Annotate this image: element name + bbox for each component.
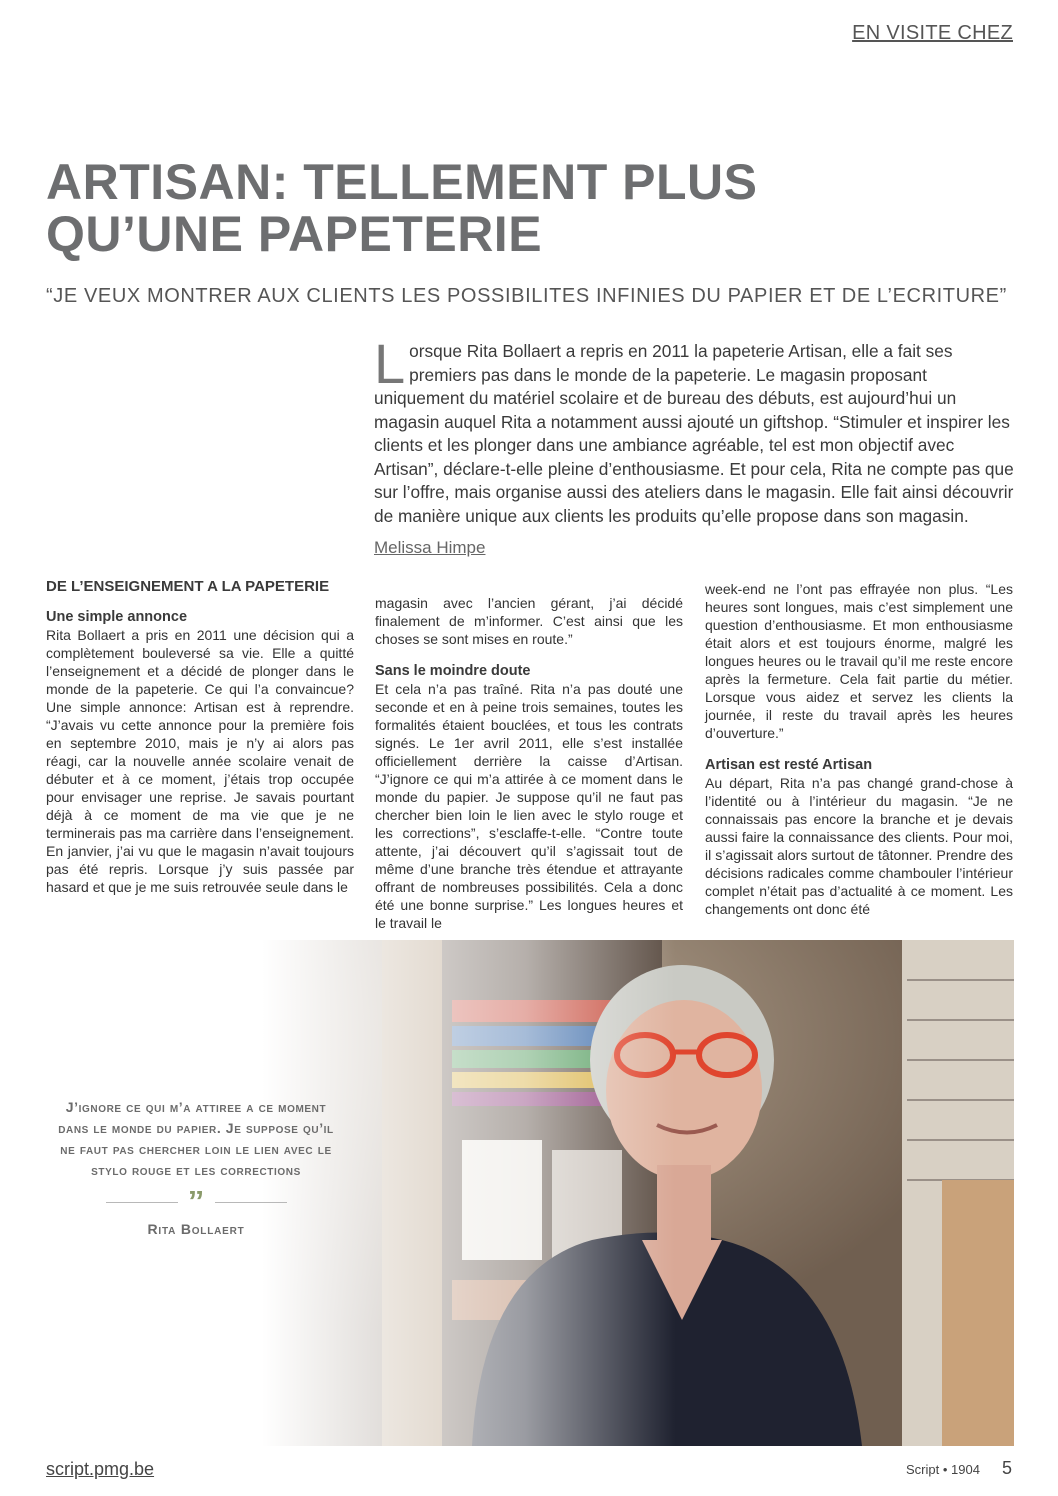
pull-quote-author: Rita Bollaert (147, 1221, 245, 1237)
divider-line (215, 1202, 287, 1203)
body-paragraph: Et cela n’a pas traîné. Rita n’a pas douté une seconde et en à peine trois semaines, toutes les formalités étaient bouclées, et tous les contrats signés. Le 1er avril 2011, elle s’est installée officiellement derrière la caisse d’Artisan. “J’ignore ce qui m’a attirée à ce moment dans le monde du papier. Je suppose qu’il ne faut pas chercher bien loin le lien avec le stylo rouge et les corrections”, s’esclaffe-t-elle. “Contre toute attente, j’ai découvert qu’il s’agissait tout de même d’une branche très étendue et attrayante offrant de nombreuses possibilités. Cela a donc été une bonne surprise.” Les longues heures et le travail le (375, 681, 683, 931)
footer-issue: Script • 1904 (906, 1462, 980, 1477)
pull-quote (55, 1097, 337, 1237)
article-intro (374, 332, 1014, 528)
intro-text: orsque Rita Bollaert a repris en 2011 la papeterie Artisan, elle a fait ses premiers pas dans le monde de la papeterie. Le magasin proposant uniquement du matériel scolaire et de bureau des débuts, est aujourd’hui un magasin auquel Rita a notamment aussi ajouté un giftshop. “Stimuler et inspirer les clients et les plonger dans une ambiance agréable, tel est mon objectif avec Artisan”, déclare-t-elle pleine d’enthousiasme. Et pour cela, Rita ne compte pas que sur l’offre, mais organise aussi des ateliers dans le magasin. Elle fait ainsi découvrir de manière unique aux clients les produits qu’elle propose dans son magasin. (374, 341, 1014, 526)
divider-line (106, 1202, 178, 1203)
subheading-artisan-est-reste-artisan: Artisan est resté Artisan (705, 757, 873, 773)
page-number: 5 (1002, 1458, 1013, 1478)
section-label: EN VISITE CHEZ (852, 22, 1013, 44)
body-paragraph: week-end ne l’ont pas effrayée non plus. “Les heures sont longues, mais c’est simplement une question d’enthousiasme. Et mon enthousiasme était alors et est toujours énorme, malgré les longues heures ou le travail qu’il me reste encore après la fermeture. Cela fait partie du métier. Lorsque vous aidez et servez les clients la journée, il reste du travail après les heures d’ouverture.” (705, 581, 1013, 741)
footer-url-link[interactable]: script.pmg.be (46, 1459, 155, 1479)
article-author: Melissa Himpe (374, 538, 486, 557)
column-2 (375, 578, 683, 932)
subheading-sans-le-moindre-doute: Sans le moindre doute (375, 663, 531, 679)
body-paragraph: magasin avec l’ancien gérant, j’ai décidé finalement de m’informer. C’est ainsi que les choses se sont mises en route.” (375, 595, 683, 647)
column-1 (46, 578, 354, 896)
pull-quote-text: J’ignore ce qui m’a attiree a ce moment dans le monde du papier. Je suppose qu’il ne faut pas chercher loin le lien avec le stylo rouge et les corrections (58, 1099, 334, 1178)
article-subtitle: “JE VEUX MONTRER AUX CLIENTS LES POSSIBILITES INFINIES DU PAPIER ET DE L’ECRITURE” (46, 285, 1007, 307)
subheading-simple-annonce: Une simple annonce (46, 609, 188, 625)
portrait-photo-illustration (262, 940, 1014, 1446)
column-3 (705, 578, 1013, 918)
pull-quote-divider (55, 1191, 337, 1213)
article-headline: ARTISAN: TELLEMENT PLUS QU’UNE PAPETERIE (46, 154, 758, 262)
body-paragraph: Au départ, Rita n’a pas changé grand-chose à l’identité ou à l’intérieur du magasin. “Je ne connaissais pas encore la branche et je devais aussi faire la connaissance des clients. Pour moi, il s’agissait alors surtout de tâtonner. Prendre des décisions radicales comme chambouler l’intérieur complet n’était pas d’actualité à ce moment. Les changements ont donc été (705, 775, 1013, 917)
drop-cap: L (374, 332, 406, 395)
body-paragraph: Rita Bollaert a pris en 2011 une décision qui a complètement bouleversé sa vie. Elle a quitté l’enseignement et a décidé de plonger dans le monde de la papeterie. Ce qui l’a convaincue? Une simple annonce: Artisan est à reprendre. “J’avais vu cette annonce pour la première fois en septembre 2010, mais je n’y ai alors pas réagi, car la nouvelle année scolaire venait de débuter et à ce moment, j’étais trop occupée pour envisager une reprise. Je savais pourtant déjà à ce moment de ma vie que je ne terminerais pas ma carrière dans l’enseignement. En janvier, j’ai vu que le magasin n’avait toujours pas été repris. Lorsque j’y suis passée par hasard et que je me suis retrouvée seule dans le (46, 627, 354, 895)
section-heading: DE L’ENSEIGNEMENT A LA PAPETERIE (46, 578, 330, 595)
portrait-photo (262, 940, 1014, 1446)
quote-mark-icon: ” (187, 1191, 205, 1213)
